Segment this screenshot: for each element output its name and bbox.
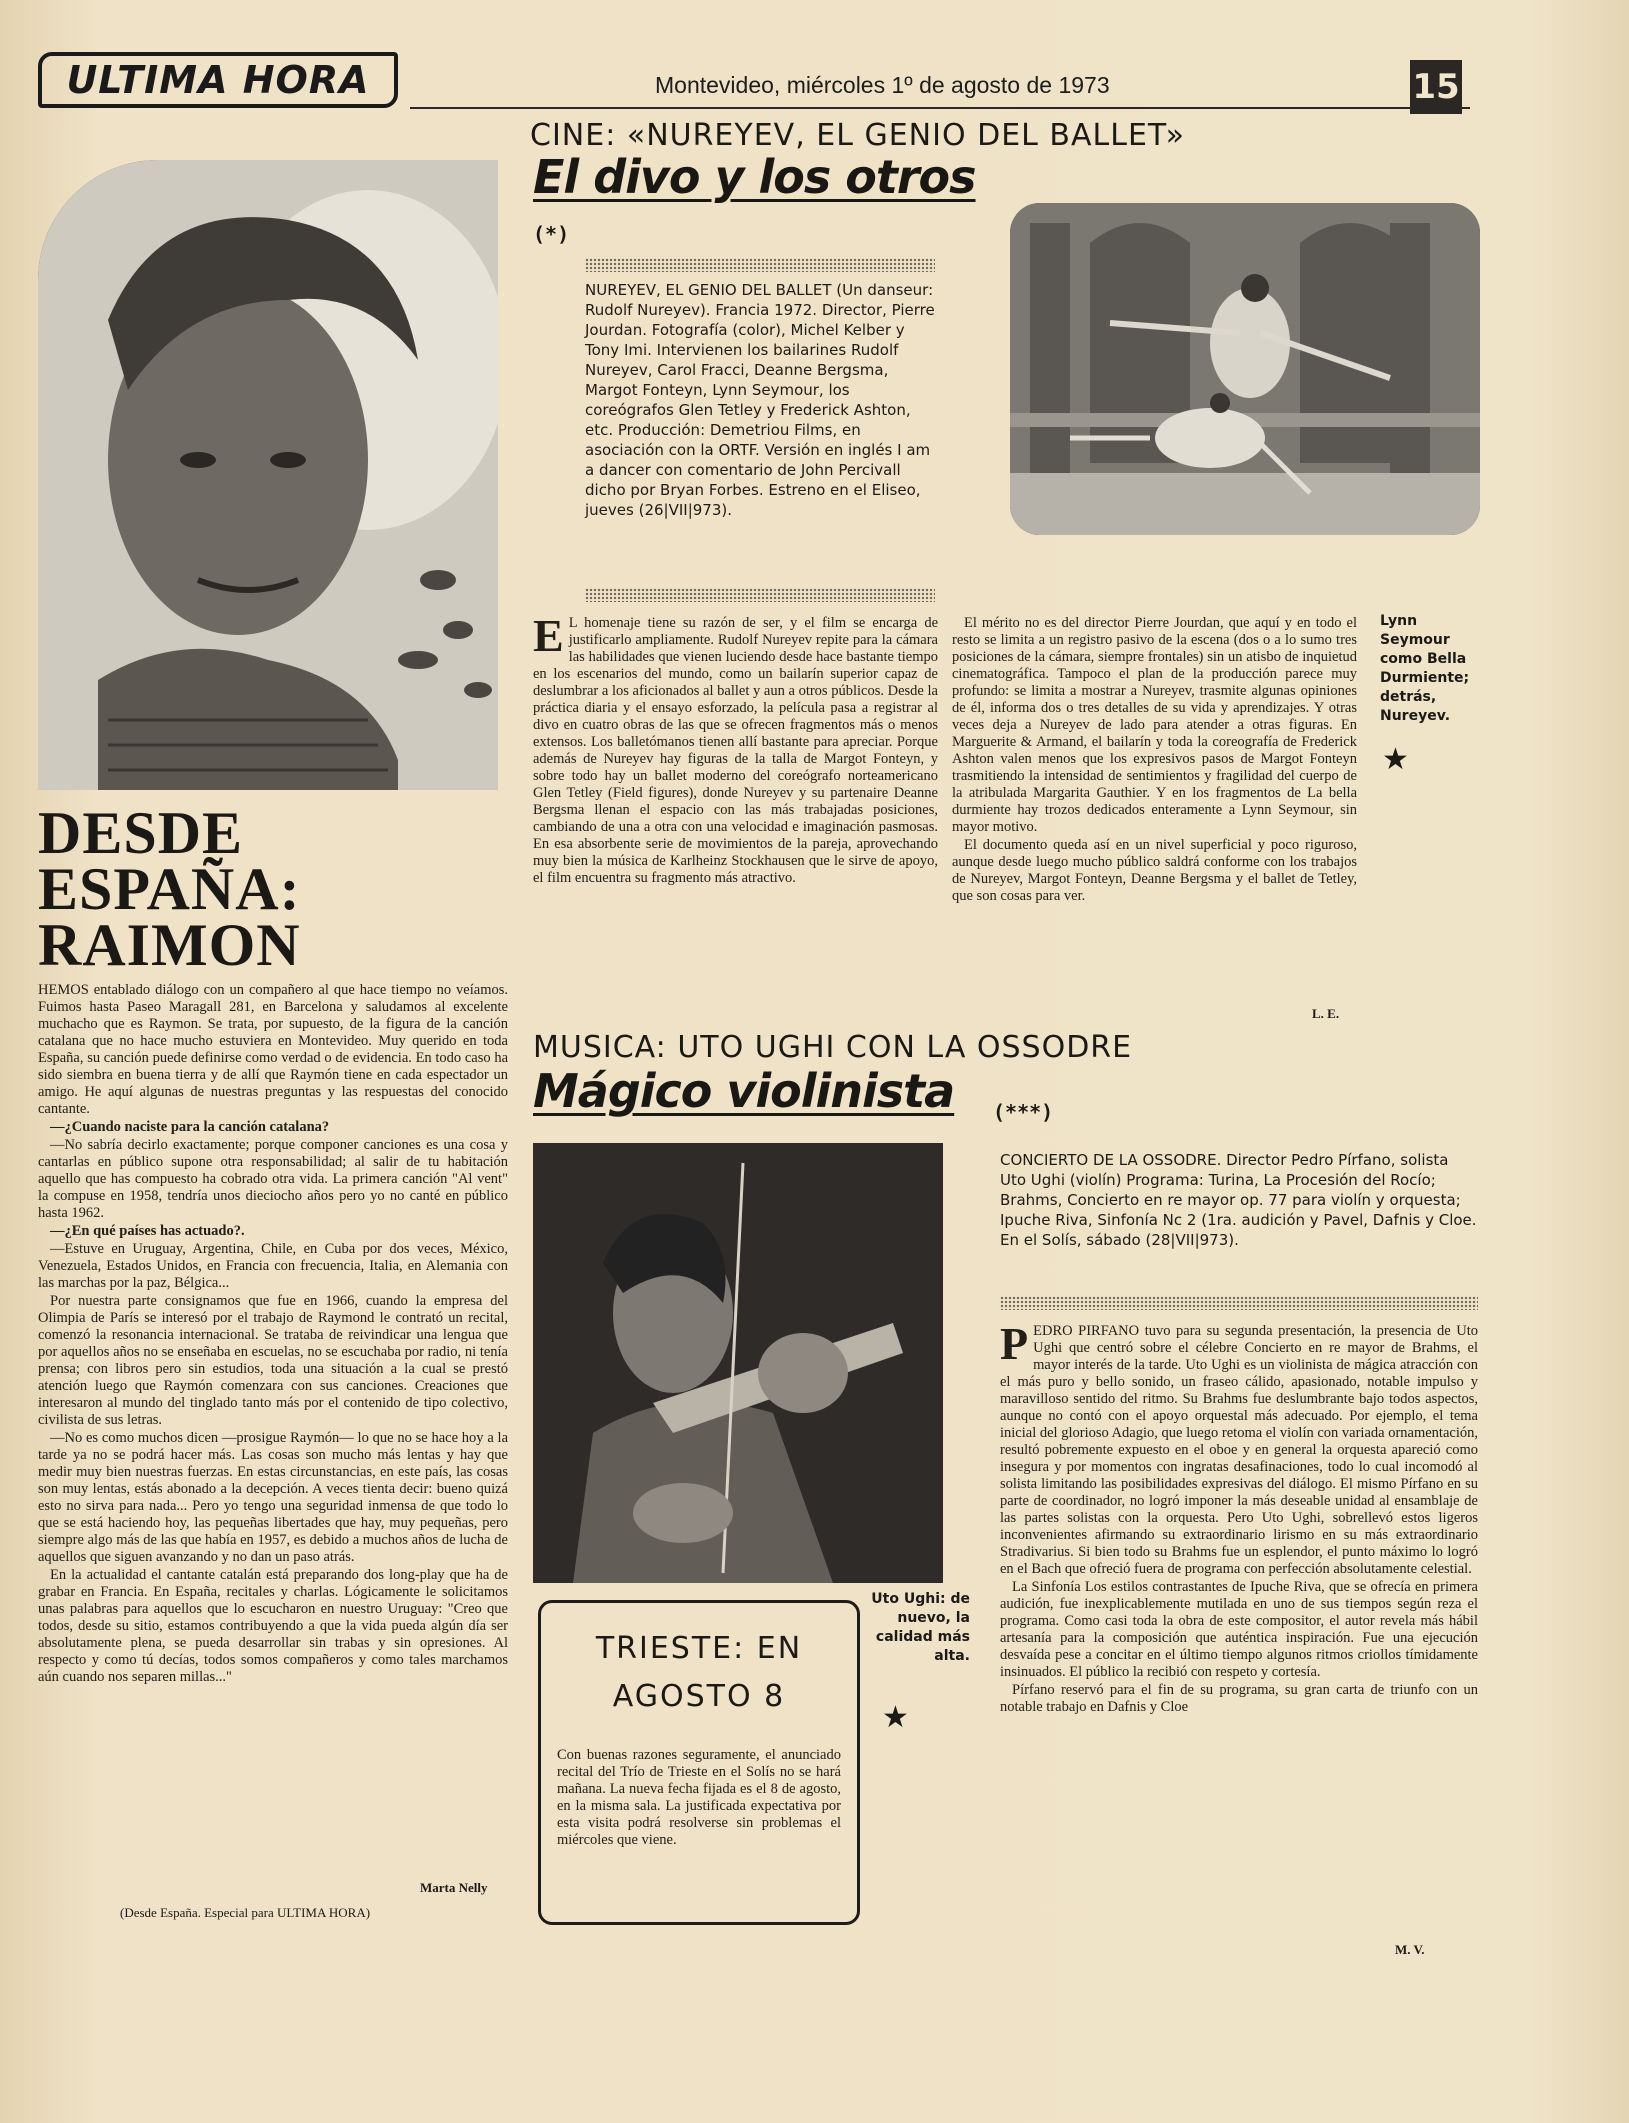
musica-headline: Mágico violinista xyxy=(533,1064,955,1118)
raimon-paragraph: —No sabría decirlo exactamente; porque componer canciones es una cosa y cantarlas en público supone otra responsabilidad; al salir de tu habitación aquello que has compuesto ha cobrado otra vida. La primera canción "Al vent" la compuse en 1958, tendría unos dieciocho años pero yo no canté en público hasta 1962. xyxy=(38,1137,508,1221)
musica-signature: M. V. xyxy=(1395,1942,1425,1957)
trieste-title-line2: AGOSTO 8 xyxy=(612,1679,786,1714)
musica-rating: (***) xyxy=(993,1100,1054,1124)
star-ornament: ★ xyxy=(882,1700,909,1735)
musica-paragraph: Pírfano reservó para el fin de su programa, su gran carta de triunfo con un notable trabajo en Dafnis y Cloe xyxy=(1000,1682,1478,1715)
musica-paragraph xyxy=(1000,1318,1478,1578)
raimon-title-line1: DESDE xyxy=(38,800,244,866)
musica-paragraph: La Sinfonía Los estilos contrastantes de Ipuche Riva, que se ofrecía en primera audición, fue inexplicablemente mutilada en uno de sus tiempos según reza el programa. Como casi toda la obra de este compositor, el autor revela más hábil artesanía para la composición que auténtica inspiración. Fue una ejecución desvaída pese a concitar en el último tiempo algunos ritmos criollos tímidamente insinuados. El público la recibió con respeto y cortesía. xyxy=(1000,1579,1478,1680)
trieste-body: Con buenas razones seguramente, el anunciado recital del Trío de Trieste en el Solís no se hará mañana. La nueva fecha fijada es el 8 de agosto, en la misma sala. La justificada expectativa por esta visita podrá resolverse sin problemas el miércoles que viene. xyxy=(557,1747,841,1848)
musica-credits: CONCIERTO DE LA OSSODRE. Director Pedro Pírfano, solista Uto Ughi (violín) Programa: Turina, La Procesión del Rocío; Brahms, Concierto en re mayor op. 77 para violín y orquesta; Ipuche Riva, Sinfonía Nc 2 (1ra. audición y Pavel, Dafnis y Cloe. En el Solís, sábado (28|VII|973). xyxy=(1000,1151,1477,1249)
cine-credits: NUREYEV, EL GENIO DEL BALLET (Un danseur: Rudolf Nureyev). Francia 1972. Director, Pierre Jourdan. Fotografía (color), Michel Kelber y Tony Imi. Intervienen los bailarines Rudolf Nureyev, Carol Fracci, Deanne Bergsma, Margot Fonteyn, Lynn Seymour, los coreógrafos Glen Tetley y Frederick Ashton, etc. Producción: Demetriou Films, en asociación con la ORTF. Versión en inglés I am a dancer con comentario de John Percivall dicho por Bryan Forbes. Estreno en el Eliseo, jueves (26|VII|973). xyxy=(585,281,935,519)
header-rule xyxy=(410,107,1470,109)
cine-paragraph xyxy=(533,610,938,887)
cine-credits-bar-bottom xyxy=(585,588,935,602)
dropcap-p: P xyxy=(1000,1318,1029,1369)
cine-column-2 xyxy=(952,615,1357,906)
raimon-paragraph: En la actualidad el cantante catalán está preparando dos long-play que ha de grabar en Francia. En España, recitales y charlas. Lógicamente le solicitamos unas palabras para aquellos que lo escucharon en nuestro Uruguay: "Creo que todos, desde su sitio, estamos contribuyendo a que la vida pueda algún día ser absolutamente plena, se pueda desarrollar sin trabas y sin opresiones. Al respecto y como tú decías, todos somos compañeros y como tales marchamos aún cuando nos separen millas..." xyxy=(38,1567,508,1685)
violinist-photo-caption: Uto Ughi: de nuevo, la calidad más alta. xyxy=(871,1591,970,1664)
musica-credits-bar xyxy=(1000,1296,1478,1310)
musica-kicker: MUSICA: UTO UGHI CON LA OSSODRE xyxy=(533,1030,1133,1065)
page-number: 15 xyxy=(1410,60,1462,114)
cine-paragraph: El mérito no es del director Pierre Jourdan, que aquí y en todo el resto se limita a un registro pasivo de la escena (dos o a lo sumo tres posiciones de la cámara, siempre frontales) sin un atisbo de inquietud cinematográfica. Tampoco el plan de la producción parece muy profundo: se limita a mostrar a Nureyev, trasmite algunas opiniones de él, informa dos o tres detalles de su vida y aprendizajes. Y otras veces deja a Nureyev de lado para atender a otras figuras. En Marguerite & Armand, el bailarín y toda la coreografía de Frederick Ashton valen menos que los expresivos pasos de Margot Fonteyn trasmitiendo la intensidad de sentimientos y fragilidad del cuerpo de la atribulada Margarita Gauthier. Y en los fragmentos de La bella durmiente hay trozos dedicados enteramente a Lynn Seymour, sin mayor motivo. xyxy=(952,615,1357,835)
raimon-title-line3: RAIMON xyxy=(38,912,301,978)
star-ornament: ★ xyxy=(1382,742,1409,777)
cine-paragraph-text: L homenaje tiene su razón de ser, y el film se encarga de justificarlo ampliamente. Rudolf Nureyev repite para la cámara las habilidades que vienen luciendo desde hace bastante tiempo en los escenarios del mundo, como un bailarín superior capaz de deslumbrar a los aficionados al ballet y aun a otros públicos. Desde la práctica diaria y el ensayo esforzado, la película pasa a registrar al divo en cuatro obras de las que se ofrecen fragmentos más o menos extensos. Los balletómanos tienen allí bastante para apreciar. Porque además de Nureyev hay figuras de la talla de Margot Fonteyn, y sobre todo hay un ballet moderno del coreógrafo norteamericano Glen Tetley (Field figures), donde Nureyev y su partenaire Deanne Bergsma llenan el espacio con las más trabajadas posiciones, cambiando de una a otra con una velocidad e imaginación pasmosas. En esa absorbente serie de movimientos de la pareja, aprovechando muy bien la música de Karlheinz Stockhausen que le sirve de apoyo, el film encuentra su fragmento más atractivo. xyxy=(533,615,938,886)
musica-article-body xyxy=(1000,1318,1478,1717)
ballet-photo-caption: Lynn Seymour como Bella Durmiente; detrás, Nureyev. xyxy=(1380,613,1470,724)
dateline: Montevideo, miércoles 1º de agosto de 1973 xyxy=(655,72,1110,98)
trieste-title-line1: TRIESTE: EN xyxy=(595,1631,803,1666)
raimon-title xyxy=(38,800,301,978)
raimon-paragraph: Por nuestra parte consignamos que fue en 1966, cuando la empresa del Olimpia de París se interesó por el trabajo de Raymond le contrató un recital, comenzó la resonancia internacional. Se trataba de reivindicar una lengua que por aquellos años no se enseñaba en escuelas, no se escuchaba por radio, ni tenía prensa; con libros pero sin estudios, toda una situación a la cual se prestó atención luego que Raymón comenzara con sus canciones. Creaciones que interesaron al mundo del tinglado tanto más por el contenido de tipo colectivo, civilista de sus letras. xyxy=(38,1293,508,1428)
cine-rating: (*) xyxy=(533,222,570,246)
raimon-portrait-photo xyxy=(38,160,498,790)
cine-signature: L. E. xyxy=(1312,1006,1340,1021)
portrait-illustration xyxy=(38,160,498,790)
raimon-paragraph: —Estuve en Uruguay, Argentina, Chile, en Cuba por dos veces, México, Venezuela, Estados Unidos, en Francia con frecuencia, Italia, en Alemania con las marchas por la paz, Bélgica... xyxy=(38,1241,508,1291)
ballet-illustration xyxy=(1010,203,1480,535)
raimon-paragraph: —No es como muchos dicen —prosigue Raymón— lo que no se hace hoy a la tarde ya no se podrá hacer más. Las cosas son mucho más lentas y hay que medir muy bien nuestras fuerzas. En estas circunstancias, en este país, las cosas son muy lentas, estás abonado a la decepción. A veces tienta decir: bueno quizá esto no sirva para nada... Pero yo tengo una seguridad inmensa de que todo lo que se está haciendo hoy, las pequeñas libertades que hay, muy pequeñas, pero siempre algo más de las que había en 1957, es debido a muchos años de lucha de aquellos que siguen avanzando y no dan un paso atrás. xyxy=(38,1430,508,1565)
cine-credits-bar-top xyxy=(585,258,935,272)
cine-column-1 xyxy=(533,610,938,888)
violinist-photo xyxy=(533,1143,943,1583)
ballet-photo xyxy=(1010,203,1480,535)
raimon-article-body xyxy=(38,982,508,1917)
trieste-box xyxy=(538,1600,860,1925)
musica-paragraph-text: EDRO PIRFANO tuvo para su segunda presentación, la presencia de Uto Ughi que centró sobre el célebre Concierto en re mayor de Brahms, el mayor interés de la tarde. Uto Ughi es un violinista de mágica atracción con el más puro y bello sonido, un fraseo cálido, apasionado, notable impulso y maravilloso sentido del ritmo. Su Brahms fue deslumbrante bajo todos aspectos, aunque no contó con el apoyo orquestal más adecuado. Por ejemplo, el tema inicial del glorioso Adagio, que luego retoma el violín con variada ornamentación, resultó pobremente expuesto en el oboe y en general la orquesta apareció como insegura y por momentos con ingratas desafinaciones, todo lo cual incomodó al solista limitando las posibilidades expresivas del diálogo. El mismo Pírfano en su parte de coordinador, no logró imponer la más deseable unidad al ensamblaje de las partes solistas con la orquesta. Pero Uto Ughi, sobrellevó estos ligeros inconvenientes afirmando su extraordinario lirismo en su más extraordinario Stradivarius. Si bien todo su Brahms fue un esplendor, el punto máximo lo logró en el Bach que ofreció fuera de programa con perfección absolutamente celestial. xyxy=(1000,1323,1478,1577)
raimon-title-line2: ESPAÑA: xyxy=(38,856,301,922)
raimon-source: (Desde España. Especial para ULTIMA HORA) xyxy=(120,1905,371,1920)
cine-headline: El divo y los otros xyxy=(533,150,976,204)
raimon-question: —¿Cuando naciste para la canción catalana? xyxy=(50,1119,330,1135)
raimon-signature: Marta Nelly xyxy=(420,1880,488,1895)
violinist-illustration xyxy=(533,1143,943,1583)
cine-kicker: CINE: «NUREYEV, EL GENIO DEL BALLET» xyxy=(530,118,1185,153)
raimon-paragraph: HEMOS entablado diálogo con un compañero al que hace tiempo no veíamos. Fuimos hasta Paseo Maragall 281, en Barcelona y saludamos al excelente muchacho que es Raymon. Se trata, por supuesto, de la figura de la canción catalana que no hace mucho estuviera en Montevideo. Muy querido en toda España, su canción puede definirse como verdad o de evidencia. En todo caso ha sido siembra en buena tierra y de allí que Raymón tiene en cada espectador un amigo. He aquí algunas de nuestras preguntas y las respuestas del conocido cantante. xyxy=(38,982,508,1117)
newspaper-logo: ULTIMA HORA xyxy=(38,52,398,108)
cine-paragraph: El documento queda así en un nivel superficial y poco riguroso, aunque desde luego mucho público saldrá conforme con los trabajos de Nureyev, Margot Fonteyn, Deanne Bergsma y el ballet de Tetley, que son cosas para ver. xyxy=(952,837,1357,904)
raimon-question: —¿En qué países has actuado?. xyxy=(50,1223,245,1239)
dropcap-e: E xyxy=(533,610,564,661)
